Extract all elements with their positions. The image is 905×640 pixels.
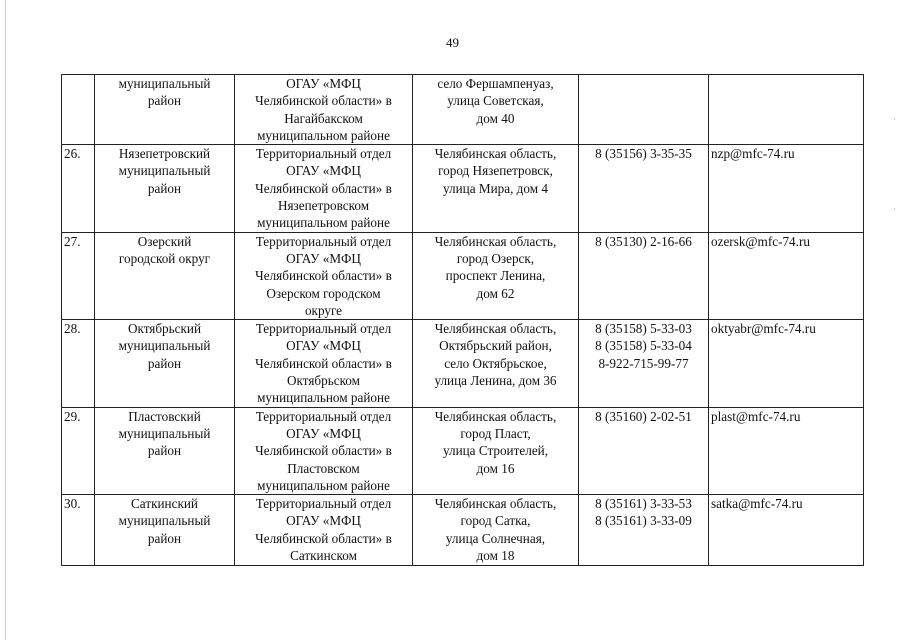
organization-name-line: ОГАУ «МФЦ: [286, 338, 361, 354]
organization-name-line: ОГАУ «МФЦ: [286, 425, 361, 441]
office-address-line: город Нязепетровск,: [438, 163, 553, 179]
district-name-line: Нязепетровский: [118, 146, 211, 162]
phone-numbers-line: 8-922-715-99-77: [598, 355, 689, 371]
office-address-line: Челябинская область,: [434, 408, 557, 424]
email-address: [709, 75, 864, 145]
phone-numbers: [579, 145, 709, 232]
district-name: [95, 407, 235, 494]
office-address-line: село Фершампенуаз,: [437, 76, 554, 91]
office-address-line: улица Солнечная,: [445, 530, 546, 546]
organization-name-line: Нязепетровском: [277, 198, 370, 214]
email-address: oktyabr@mfc-74.ru: [709, 320, 864, 407]
district-name-line: район: [147, 180, 182, 196]
organization-name-line: Территориальный отдел: [255, 233, 392, 249]
mfc-offices-table: [61, 74, 864, 566]
office-address: [413, 75, 579, 145]
office-address-line: улица Строителей,: [442, 443, 549, 459]
phone-numbers: [579, 75, 709, 145]
office-address-line: улица Ленина, дом 36: [434, 373, 557, 389]
email-address: nzp@mfc-74.ru: [709, 145, 864, 232]
organization-name: [235, 495, 413, 566]
office-address: [413, 407, 579, 494]
row-number: 29.: [62, 407, 95, 494]
office-address: [413, 145, 579, 232]
row-number: 28.: [62, 320, 95, 407]
office-address-line: город Озерск,: [456, 250, 535, 266]
organization-name: [235, 145, 413, 232]
page-number: 49: [446, 35, 459, 50]
organization-name-line: Октябрьском: [286, 373, 360, 389]
table-row: [62, 232, 864, 319]
organization-name: [235, 75, 413, 145]
office-address-line: город Пласт,: [460, 425, 531, 441]
phone-numbers-line: 8 (35156) 3-35-35: [595, 146, 692, 162]
phone-numbers: [579, 495, 709, 566]
office-address: [413, 495, 579, 566]
office-address: [413, 320, 579, 407]
district-name-line: район: [147, 355, 182, 371]
phone-numbers-line: 8 (35161) 3-33-53: [595, 496, 692, 512]
organization-name-line: Челябинской области» в: [255, 355, 392, 371]
office-address-line: Челябинская область,: [434, 321, 557, 337]
scan-mark: ·: [893, 204, 896, 214]
table-row: [62, 75, 864, 145]
organization-name-line: муниципальном районе: [257, 477, 390, 493]
district-name-line: муниципальный: [118, 513, 211, 529]
district-name: [95, 320, 235, 407]
organization-name-line: Территориальный отдел: [255, 408, 392, 424]
office-address-line: Челябинская область,: [434, 496, 557, 512]
office-address-line: город Сатка,: [460, 513, 531, 529]
organization-name-line: ОГАУ «МФЦ: [286, 513, 361, 529]
office-address: [413, 232, 579, 319]
district-name: [95, 75, 235, 145]
organization-name-line: муниципальном районе: [257, 390, 390, 406]
email-address: satka@mfc-74.ru: [709, 495, 864, 566]
organization-name-line: Территориальный отдел: [255, 496, 392, 512]
organization-name-line: ОГАУ «МФЦ: [286, 76, 361, 91]
email-address: ozersk@mfc-74.ru: [709, 232, 864, 319]
district-name: [95, 232, 235, 319]
office-address-line: село Октябрьское,: [444, 355, 547, 371]
organization-name-line: Челябинской области» в: [255, 268, 392, 284]
organization-name-line: Челябинской области» в: [255, 180, 392, 196]
district-name-line: район: [147, 443, 182, 459]
table-row: [62, 495, 864, 566]
district-name-line: район: [147, 530, 182, 546]
organization-name-line: Озерском городском: [266, 285, 381, 301]
office-address-line: Челябинская область,: [434, 146, 557, 162]
office-address-line: Челябинская область,: [434, 233, 557, 249]
district-name-line: городской округ: [118, 250, 211, 266]
phone-numbers-line: 8 (35158) 5-33-04: [595, 338, 692, 354]
organization-name-line: ОГАУ «МФЦ: [286, 250, 361, 266]
phone-numbers-line: 8 (35161) 3-33-09: [595, 513, 692, 529]
office-address-line: дом 16: [476, 460, 515, 476]
row-number: [62, 75, 95, 145]
scan-mark: ·: [893, 114, 896, 124]
row-number: 30.: [62, 495, 95, 566]
phone-numbers: [579, 320, 709, 407]
district-name-line: муниципальный: [118, 76, 211, 91]
organization-name: [235, 232, 413, 319]
organization-name-line: Саткинском: [290, 548, 357, 564]
organization-name-line: Челябинской области» в: [255, 93, 392, 109]
office-address-line: дом 40: [476, 110, 515, 126]
phone-numbers: [579, 232, 709, 319]
district-name-line: Октябрьский: [127, 321, 202, 337]
district-name-line: муниципальный: [118, 163, 211, 179]
district-name-line: Пластовский: [128, 408, 201, 424]
district-name: [95, 145, 235, 232]
office-address-line: дом 62: [476, 285, 515, 301]
table-row: [62, 145, 864, 232]
organization-name-line: Территориальный отдел: [255, 146, 392, 162]
organization-name-line: округе: [304, 302, 343, 318]
phone-numbers-line: 8 (35160) 2-02-51: [595, 408, 692, 424]
organization-name-line: Челябинской области» в: [255, 530, 392, 546]
organization-name: [235, 407, 413, 494]
district-name-line: Саткинский: [131, 496, 198, 512]
organization-name-line: муниципальном районе: [257, 215, 390, 231]
organization-name-line: Челябинской области» в: [255, 443, 392, 459]
row-number: 27.: [62, 232, 95, 319]
office-address-line: улица Мира, дом 4: [443, 180, 548, 196]
office-address-line: дом 18: [476, 548, 515, 564]
district-name-line: муниципальный: [118, 425, 211, 441]
district-name-line: муниципальный: [118, 338, 211, 354]
table-body: [62, 75, 864, 566]
phone-numbers: [579, 407, 709, 494]
organization-name-line: Пластовском: [287, 460, 360, 476]
organization-name: [235, 320, 413, 407]
district-name-line: район: [147, 93, 182, 109]
organization-name-line: Нагайбакском: [284, 110, 363, 126]
table-row: [62, 320, 864, 407]
office-address-line: проспект Ленина,: [445, 268, 546, 284]
district-name-line: Озерский: [137, 233, 192, 249]
office-address-line: Октябрьский район,: [439, 338, 552, 354]
phone-numbers-line: 8 (35158) 5-33-03: [595, 321, 692, 337]
district-name: [95, 495, 235, 566]
row-number: 26.: [62, 145, 95, 232]
organization-name-line: муниципальном районе: [257, 127, 390, 143]
organization-name-line: Территориальный отдел: [255, 321, 392, 337]
page-left-edge: [5, 0, 6, 640]
email-address: plast@mfc-74.ru: [709, 407, 864, 494]
phone-numbers-line: 8 (35130) 2-16-66: [595, 233, 692, 249]
table-row: [62, 407, 864, 494]
office-address-line: улица Советская,: [447, 93, 544, 109]
organization-name-line: ОГАУ «МФЦ: [286, 163, 361, 179]
